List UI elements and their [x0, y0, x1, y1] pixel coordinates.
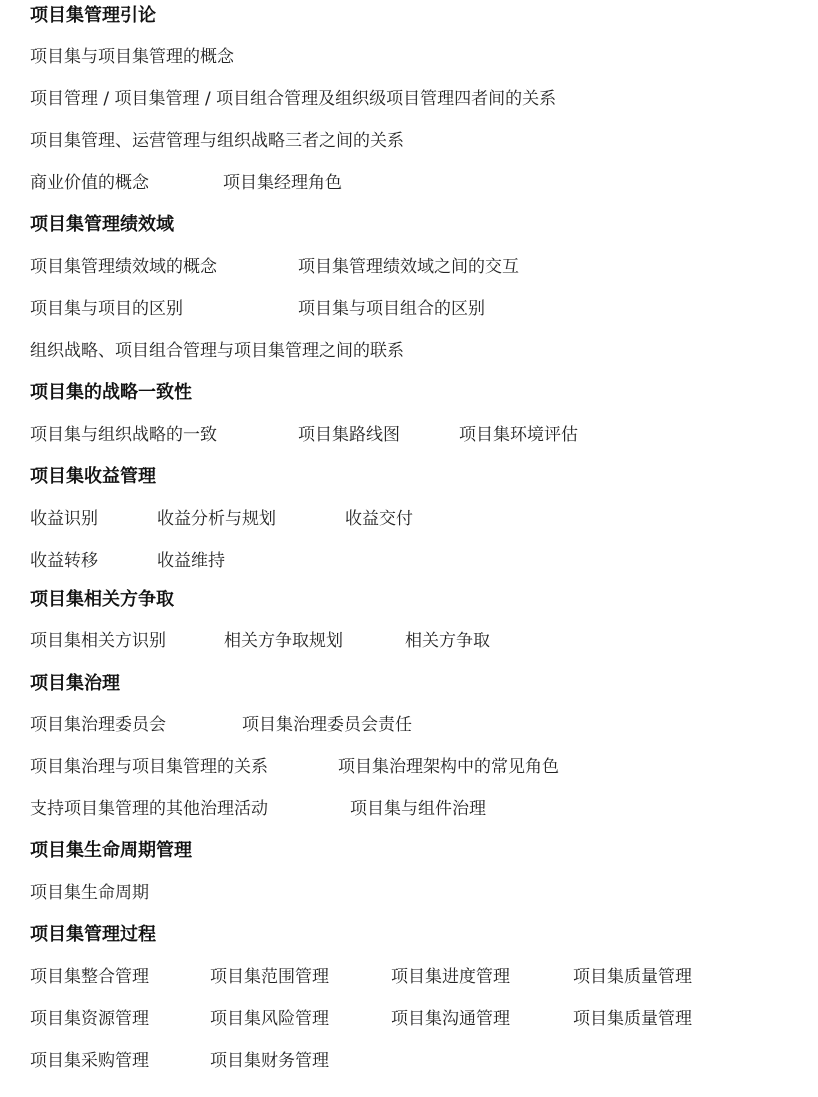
topic-item: 项目管理 / 项目集管理 / 项目组合管理及组织级项目管理四者间的关系 [30, 89, 557, 109]
topic-item: 项目集与项目的区别 [30, 299, 183, 319]
topic-item: 相关方争取规划 [224, 631, 343, 651]
topic-item: 项目集整合管理 [30, 967, 149, 987]
topic-item: 项目集相关方识别 [30, 631, 166, 651]
heading-text: 项目集相关方争取 [30, 589, 174, 610]
topic-item: 项目集与组织战略的一致 [30, 425, 217, 445]
heading-text: 项目集管理绩效域 [30, 214, 174, 235]
topic-item: 组织战略、项目组合管理与项目集管理之间的联系 [30, 341, 404, 361]
topic-item: 项目集路线图 [298, 425, 400, 445]
topic-item: 项目集资源管理 [30, 1009, 149, 1029]
topic-item: 项目集质量管理 [573, 1009, 692, 1029]
topic-item: 收益识别 [30, 509, 98, 529]
heading-text: 项目集管理过程 [30, 924, 156, 945]
topic-item: 项目集与组件治理 [350, 799, 486, 819]
topic-item: 项目集管理绩效域的概念 [30, 257, 217, 277]
topic-item: 相关方争取 [405, 631, 490, 651]
topic-item: 项目集财务管理 [210, 1051, 329, 1071]
heading-text: 项目集治理 [30, 673, 120, 694]
heading-text: 项目集的战略一致性 [30, 382, 192, 403]
topic-item: 收益转移 [30, 551, 98, 571]
topic-item: 项目集治理委员会 [30, 715, 166, 735]
topic-item: 收益交付 [345, 509, 413, 529]
topic-item: 项目集范围管理 [210, 967, 329, 987]
topic-item: 收益维持 [157, 551, 225, 571]
topic-item: 项目集质量管理 [573, 967, 692, 987]
topic-item: 项目集治理架构中的常见角色 [338, 757, 559, 777]
topic-item: 项目集采购管理 [30, 1051, 149, 1071]
topic-item: 收益分析与规划 [157, 509, 276, 529]
heading-text: 项目集收益管理 [30, 466, 156, 487]
heading-text: 项目集管理引论 [30, 5, 156, 26]
topic-item: 项目集沟通管理 [391, 1009, 510, 1029]
topic-item: 项目集进度管理 [391, 967, 510, 987]
topic-item: 支持项目集管理的其他治理活动 [30, 799, 268, 819]
topic-item: 项目集生命周期 [30, 883, 149, 903]
topic-item: 项目集风险管理 [210, 1009, 329, 1029]
topic-item: 项目集经理角色 [223, 173, 342, 193]
topic-item: 项目集治理与项目集管理的关系 [30, 757, 268, 777]
topic-item: 项目集与项目组合的区别 [298, 299, 485, 319]
topic-item: 项目集治理委员会责任 [242, 715, 412, 735]
topic-item: 项目集管理、运营管理与组织战略三者之间的关系 [30, 131, 404, 151]
topic-item: 项目集环境评估 [459, 425, 578, 445]
topic-item: 项目集与项目集管理的概念 [30, 47, 234, 67]
topic-item: 商业价值的概念 [30, 173, 149, 193]
topic-item: 项目集管理绩效域之间的交互 [298, 257, 519, 277]
heading-text: 项目集生命周期管理 [30, 840, 192, 861]
